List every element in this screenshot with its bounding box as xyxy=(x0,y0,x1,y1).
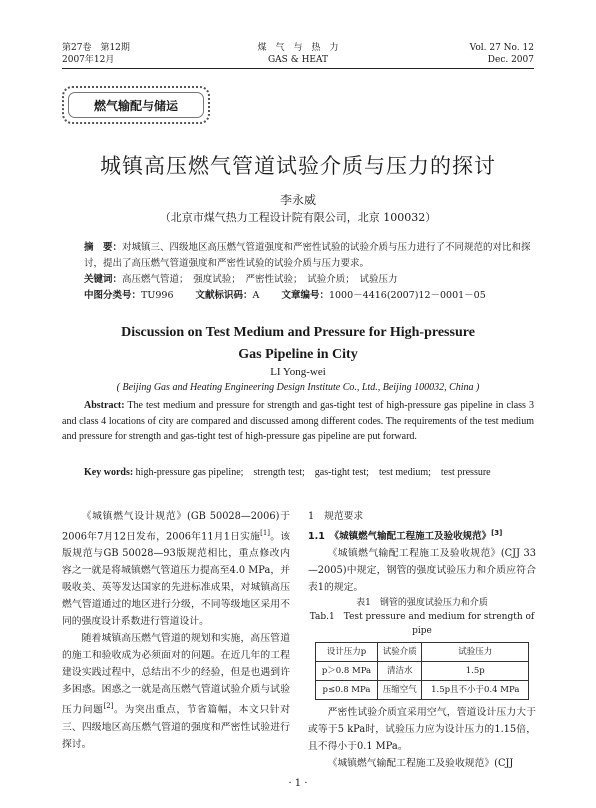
subsection-heading xyxy=(308,525,536,545)
clc-label: 中图分类号： xyxy=(84,290,142,301)
body-paragraph: 《城镇燃气输配工程施工及验收规范》(CJJ 33—2005)中规定，钢管的强度试验压力和介质应符合表1的规定。 xyxy=(308,548,536,594)
keywords-cn-label: 关键词： xyxy=(84,274,123,285)
table-row xyxy=(316,662,529,681)
table-cell: p≤0.8 MPa xyxy=(316,681,378,700)
paragraph-text: 随着城镇高压燃气管道的规划和实施，高压管道的施工和验收成为必须面对的问题。在近几年的工程建设实践过程中，总结出不少的经验，但是也遇到许多困惑。困惑之一就是高压燃气管道试验介质与试验压力问题 xyxy=(62,633,290,716)
paragraph-text: 《城镇燃气设计规范》(GB 50028—2006)于2006年7月12日发布，2006年11月1日实施 xyxy=(62,511,290,543)
classification-line xyxy=(62,288,534,304)
paragraph-text: 。为突出重点，节省篇幅，本文只针对三、四级地区高压燃气管道的强度和严密性试验进行探讨。 xyxy=(62,704,291,750)
article-no-label: 文章编号： xyxy=(281,290,329,301)
article-title-en xyxy=(62,322,534,366)
volume-issue-en: Vol. 27 No. 12 xyxy=(469,43,534,53)
title-en-line1: Discussion on Test Medium and Pressure for High-pressure xyxy=(121,325,475,340)
table-cell: p＞0.8 MPa xyxy=(316,662,378,681)
table-cell: 压缩空气 xyxy=(377,681,422,700)
author-en: LI Yong-wei xyxy=(270,366,326,378)
table-cell: 1.5p且不小于0.4 MPa xyxy=(422,681,529,700)
body-paragraph: 严密性试验介质宜采用空气，管道设计压力大于或等于5 kPa时，试验压力应为设计压力的1.15倍，且不得小于0.1 MPa。 xyxy=(308,707,536,753)
abstract-cn-text: 对城镇三、四级地区高压燃气管道强度和严密性试验的试验介质与压力进行了不同规范的对比和探讨，提出了高压燃气管道强度和严密性试验的试验介质与压力要求。 xyxy=(84,242,531,269)
keywords-en xyxy=(62,465,534,481)
table-header-cell: 设计压力p xyxy=(316,643,378,662)
title-en-line2: Gas Pipeline in City xyxy=(238,347,358,362)
header-divider xyxy=(62,68,534,69)
journal-volume-info-en xyxy=(470,42,534,66)
abstract-cn-label: 摘 要： xyxy=(84,242,123,253)
affiliation-en: ( Beijing Gas and Heating Engineering Design Institute Co., Ltd., Beijing 100032, China ) xyxy=(116,382,480,393)
keywords-en-text: high-pressure gas pipeline; strength test; gas-tight test; test medium; test pressure xyxy=(135,467,491,478)
doc-code-value: A xyxy=(252,290,260,301)
section-heading: 1 规范要求 xyxy=(308,511,364,522)
table-caption-cn: 表1 钢管的强度试验压力和介质 xyxy=(356,598,488,609)
issue-date: 2007年12月 xyxy=(62,55,115,65)
body-left-column xyxy=(62,508,290,753)
paragraph-text: 。该版规范与GB 50028—93版规范相比，重点修改内容之一就是将城镇燃气管道压力提高至4.0 MPa，并吸收美、英等发达国家的先进标准成果，对城镇高压燃气管道通过的地区进行分级，不同等级地区采用不同的强度设计系数进行管道设计。 xyxy=(62,531,291,628)
table-cell: 清洁水 xyxy=(377,662,422,681)
table-row xyxy=(316,681,529,700)
section-label-box xyxy=(62,86,210,124)
table-caption-en: Tab.1 Test pressure and medium for strength of pipe xyxy=(309,612,535,637)
abstract-cn xyxy=(62,240,534,272)
abstract-cn-block xyxy=(62,240,534,304)
article-title-cn: 城镇高压燃气管道试验介质与压力的探讨 xyxy=(100,154,496,178)
table-header-row xyxy=(316,643,529,662)
citation-ref: [2] xyxy=(103,702,114,711)
table-header-cell: 试验压力 xyxy=(422,643,529,662)
keywords-cn xyxy=(62,272,534,288)
table-header-cell: 试验介质 xyxy=(377,643,422,662)
affiliation-cn: （北京市煤气热力工程设计院有限公司，北京 100032） xyxy=(159,211,437,224)
journal-name-cn: 煤 气 与 热 力 xyxy=(257,43,339,53)
volume-issue: 第27卷 第12期 xyxy=(62,43,130,53)
abstract-en-label: Abstract: xyxy=(84,400,125,411)
body-paragraph: 《城镇燃气输配工程施工及验收规范》(CJJ xyxy=(327,758,514,770)
body-right-column xyxy=(308,508,536,772)
keywords-en-label: Key words: xyxy=(84,467,134,478)
citation-ref: [1] xyxy=(260,529,271,537)
strength-test-table xyxy=(315,642,529,700)
author-cn: 李永威 xyxy=(279,193,316,207)
page-number: · 1 · xyxy=(288,778,308,789)
abstract-en-text: The test medium and pressure for strength and gas-tight test of high-pressure gas pipeline in class 3 and class 4 locations of city are compared and discussed among different codes. The requirements of the test medium and pressure for strength and gas-tight test of high-pressure gas pipeline are put forward. xyxy=(62,400,534,442)
subsection-heading-text: 1.1 《城镇燃气输配工程施工及验收规范》 xyxy=(308,531,492,543)
journal-name-en: GAS & HEAT xyxy=(267,55,329,65)
table-cell: 1.5p xyxy=(422,662,529,681)
issue-date-en: Dec. 2007 xyxy=(487,55,534,65)
article-no-value: 1000－4416(2007)12－0001－05 xyxy=(328,290,486,301)
body-paragraph xyxy=(62,630,290,752)
clc-value: TU996 xyxy=(141,290,174,301)
doc-code-label: 文献标识码： xyxy=(195,290,253,301)
citation-ref: [3] xyxy=(491,529,503,537)
abstract-en xyxy=(62,398,534,445)
body-paragraph xyxy=(62,508,290,630)
section-label: 燃气输配与储运 xyxy=(68,92,204,118)
keywords-cn-text: 高压燃气管道； 强度试验； 严密性试验； 试验介质； 试验压力 xyxy=(122,274,398,285)
